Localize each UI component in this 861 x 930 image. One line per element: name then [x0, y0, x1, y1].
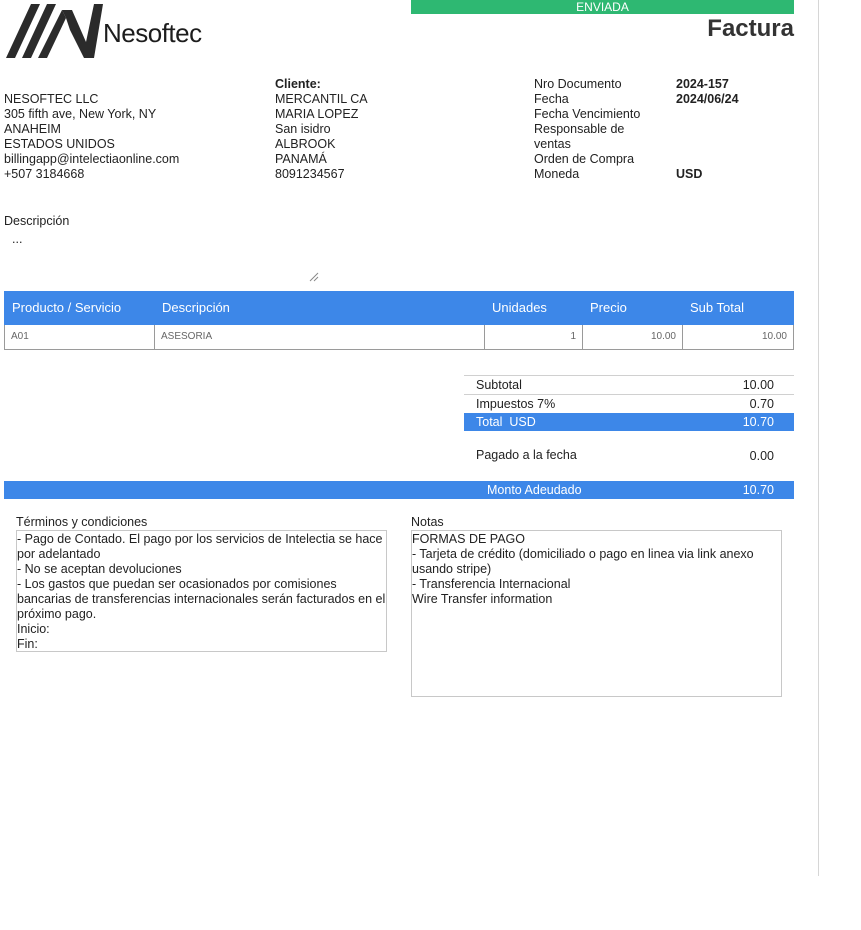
col-header-units: Unidades: [492, 300, 547, 315]
currency-value: USD: [676, 167, 703, 181]
tax-label: Impuestos 7%: [476, 397, 556, 411]
client-company: MERCANTIL CA: [275, 92, 368, 106]
items-table-header: [4, 291, 794, 325]
client-address: San isidro: [275, 122, 331, 136]
description-field[interactable]: [4, 230, 320, 284]
notes-line: Wire Transfer information: [412, 592, 553, 606]
due-date-label: Fecha Vencimiento: [534, 107, 641, 121]
date-value: 2024/06/24: [676, 92, 739, 106]
cell-product[interactable]: A01: [5, 325, 155, 349]
notes-line: FORMAS DE PAGO: [412, 532, 525, 546]
subtotal-label: Subtotal: [476, 378, 522, 392]
client-phone: 8091234567: [275, 167, 345, 181]
nesoftec-logo-icon: [6, 2, 106, 60]
responsible-label-cont: ventas: [534, 137, 571, 151]
amount-due-label: Monto Adeudado: [487, 483, 582, 497]
total-value: 10.70: [742, 415, 774, 429]
client-contact: MARIA LOPEZ: [275, 107, 359, 121]
company-country: ESTADOS UNIDOS: [4, 137, 115, 151]
terms-line: - Los gastos que puedan ser ocasionados por comisiones bancarias de transferencias internacionales serán facturados en el próximo pago.: [17, 577, 386, 621]
currency-label: Moneda: [534, 167, 580, 181]
col-header-description: Descripción: [162, 300, 230, 315]
notes-line: - Transferencia Internacional: [412, 577, 571, 591]
subtotal-row: [464, 375, 794, 394]
client-label: Cliente:: [275, 77, 321, 91]
status-badge: ENVIADA: [411, 0, 794, 14]
table-row[interactable]: [4, 325, 794, 350]
doc-number-label: Nro Documento: [534, 77, 622, 91]
company-logo: [6, 2, 206, 60]
description-label: Descripción: [4, 214, 70, 228]
tax-value: 0.70: [749, 397, 774, 411]
total-row: [464, 413, 794, 431]
company-name: NESOFTEC LLC: [4, 92, 99, 106]
terms-line: - Pago de Contado. El pago por los servicios de Intelectia se hace por adelantado: [17, 532, 383, 561]
terms-line: Inicio:: [17, 622, 50, 636]
col-header-product: Producto / Servicio: [12, 300, 122, 315]
paid-label: Pagado a la fecha: [476, 448, 577, 462]
amount-due-value: 10.70: [742, 483, 774, 497]
cell-description[interactable]: ASESORIA: [155, 325, 485, 349]
subtotal-value: 10.00: [742, 378, 774, 392]
company-city: ANAHEIM: [4, 122, 61, 136]
responsible-label: Responsable de: [534, 122, 625, 136]
client-country: PANAMÁ: [275, 152, 327, 166]
col-header-price: Precio: [590, 300, 627, 315]
paid-row: [464, 446, 794, 465]
col-header-subtotal: Sub Total: [690, 300, 744, 315]
cell-price[interactable]: 10.00: [583, 325, 683, 349]
doc-number-value: 2024-157: [676, 77, 729, 91]
terms-line: - No se aceptan devoluciones: [17, 562, 182, 576]
company-phone: +507 3184668: [4, 167, 85, 181]
terms-line: Fin:: [17, 637, 38, 651]
brand-name: Nesoftec: [103, 18, 202, 48]
items-table: [4, 291, 794, 350]
cell-subtotal: 10.00: [761, 331, 787, 342]
cell-units[interactable]: 1: [485, 325, 583, 349]
page-edge-divider: [818, 0, 819, 876]
document-title: Factura: [707, 15, 794, 42]
paid-value: 0.00: [749, 449, 774, 463]
purchase-order-label: Orden de Compra: [534, 152, 635, 166]
notes-field[interactable]: [411, 530, 782, 697]
notes-label: Notas: [411, 515, 444, 529]
amount-due-bar: [4, 481, 794, 499]
terms-field[interactable]: [16, 530, 387, 652]
total-label-text: Total: [476, 415, 503, 429]
date-label: Fecha: [534, 92, 569, 106]
resize-grip-icon[interactable]: [309, 272, 319, 282]
total-label: [476, 413, 536, 431]
company-email: billingapp@intelectiaonline.com: [4, 152, 180, 166]
total-currency: USD: [509, 415, 536, 429]
client-city: ALBROOK: [275, 137, 336, 151]
tax-row: [464, 394, 794, 413]
notes-line: - Tarjeta de crédito (domiciliado o pago en linea via link anexo usando stripe): [412, 547, 754, 576]
company-address: 305 fifth ave, New York, NY: [4, 107, 157, 121]
terms-label: Términos y condiciones: [16, 515, 148, 529]
